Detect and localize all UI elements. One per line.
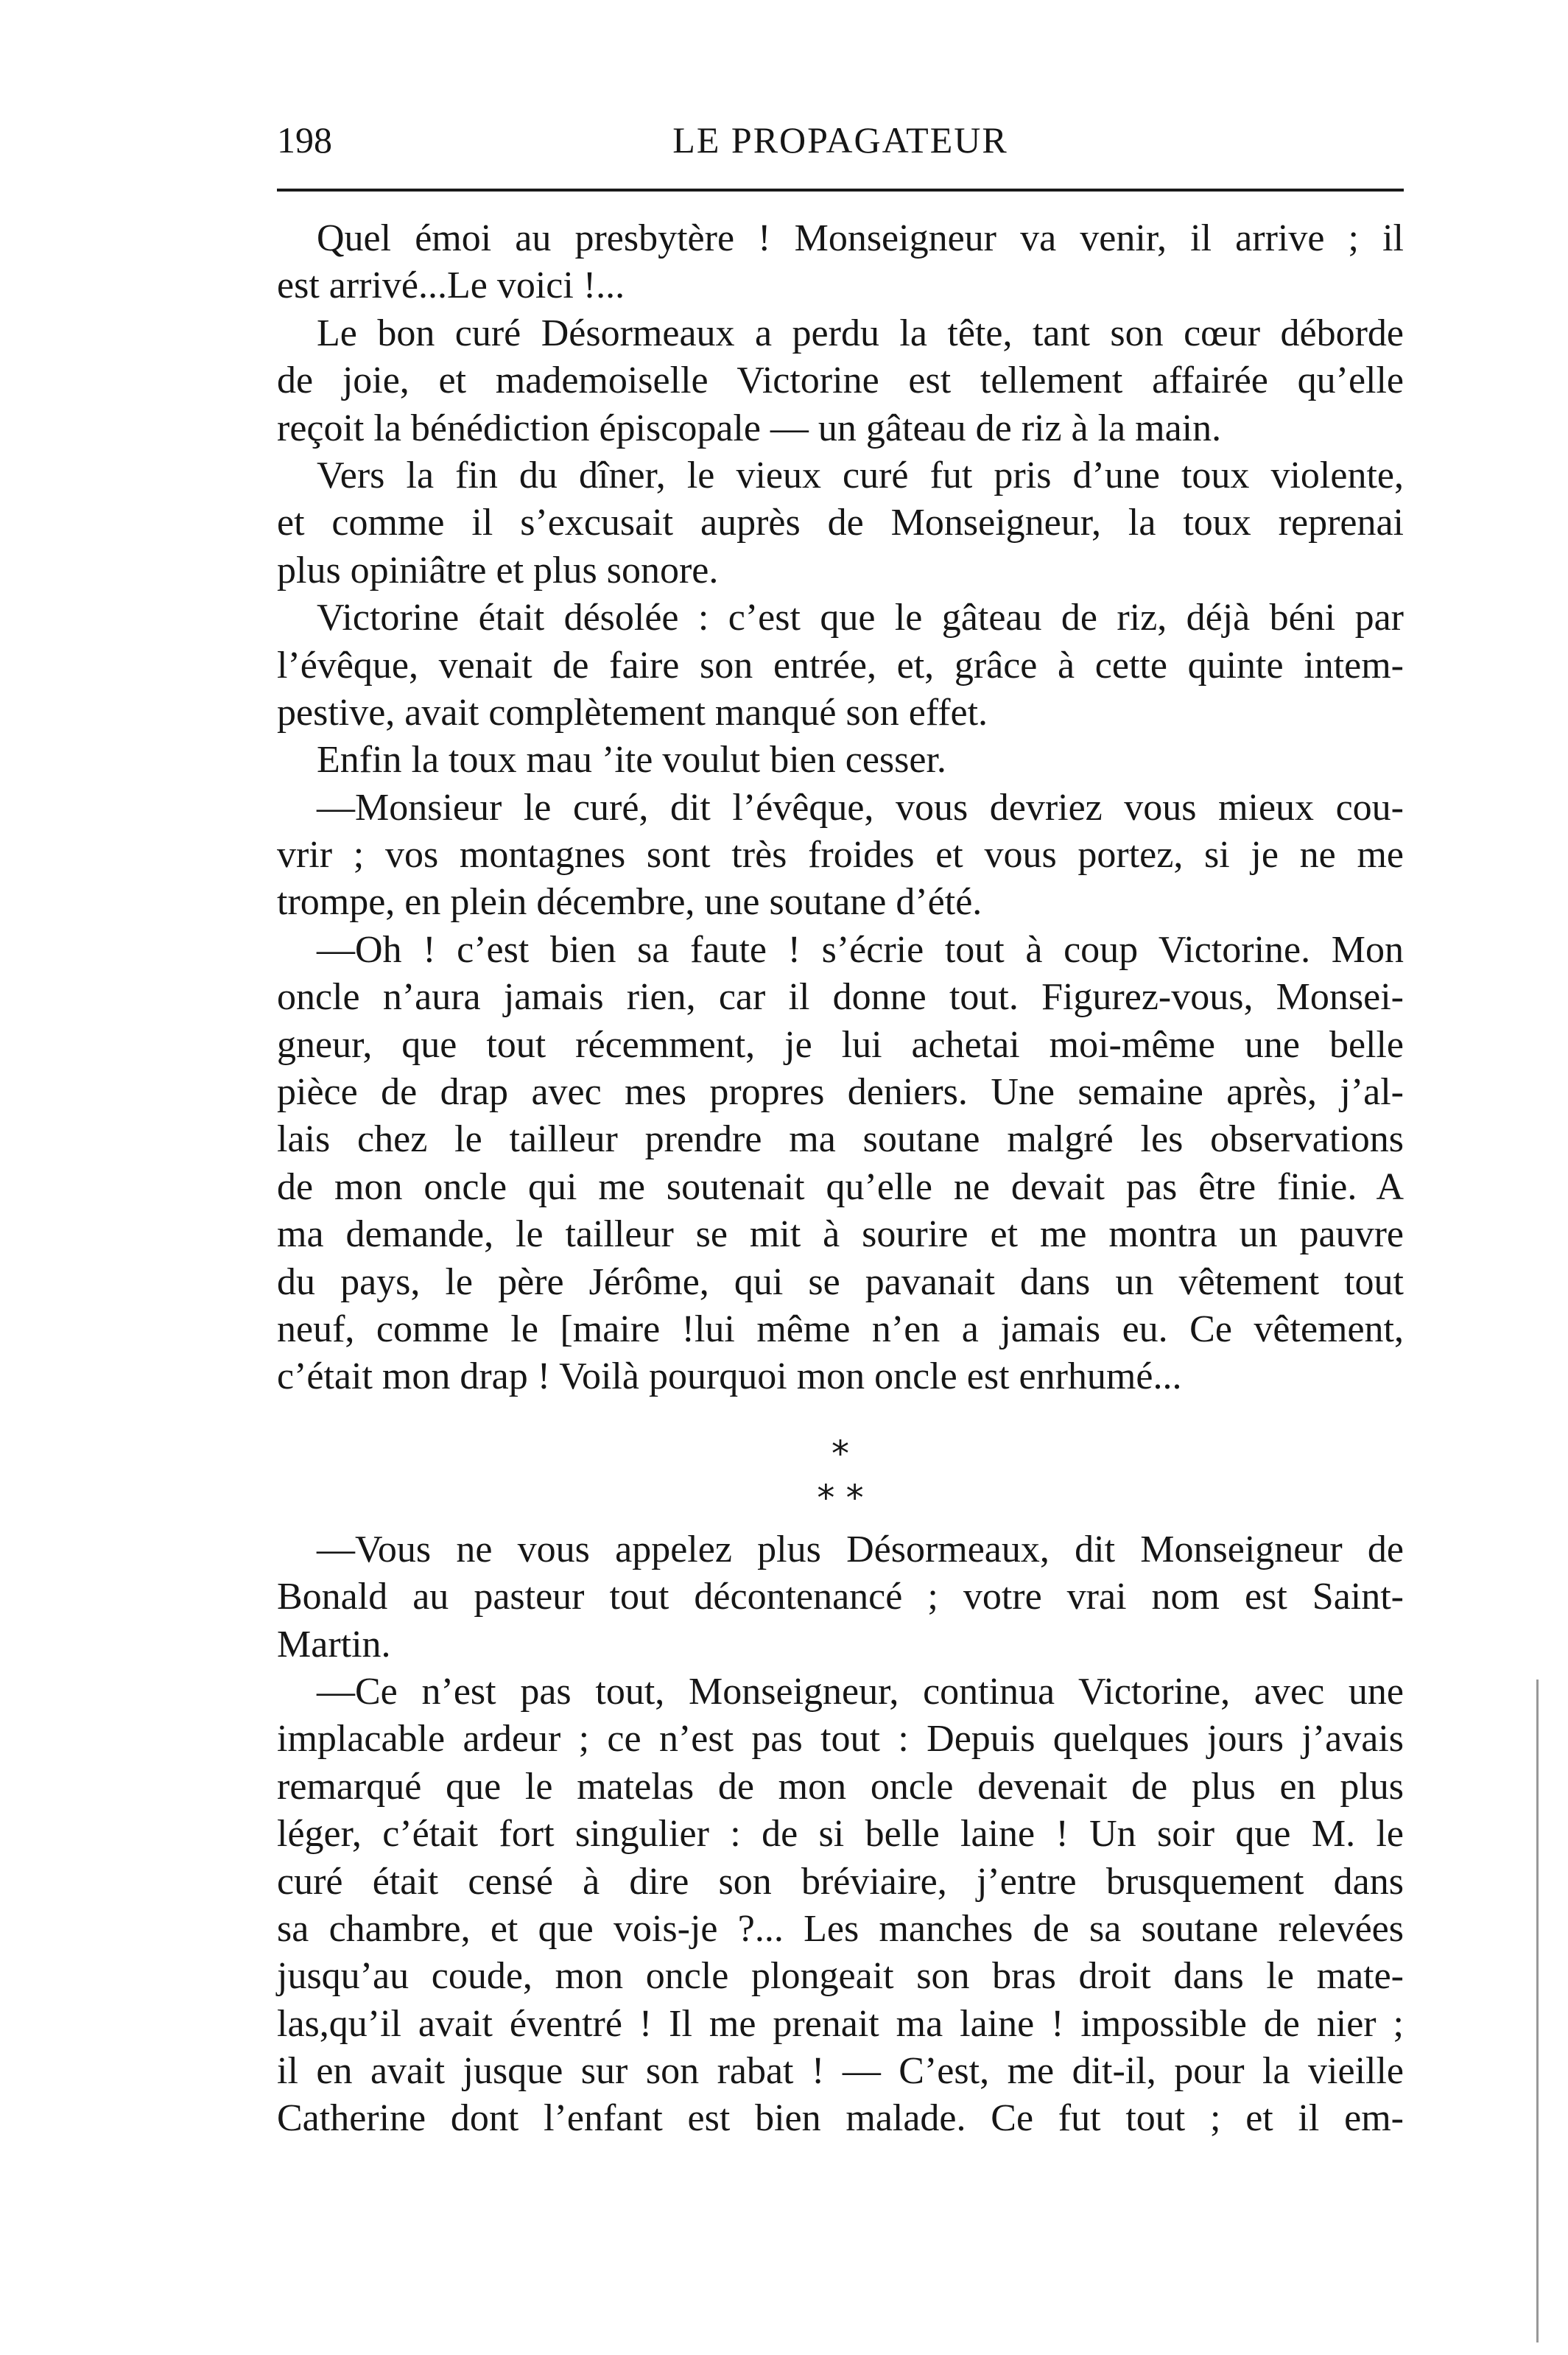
asterism-glyph: * * * <box>817 1433 864 1519</box>
text-line: oncle n’aura jamais rien, car il donne tout. Figurez-vous, Monsei- <box>277 976 1404 1019</box>
body-text <box>277 215 1404 2143</box>
text-line: Quel émoi au presbytère ! Monseigneur va venir, il arrive ; il <box>317 217 1404 259</box>
binding-edge <box>1536 1680 1541 2342</box>
text-line: —Monsieur le curé, dit l’évêque, vous devriez vous mieux cou- <box>317 786 1404 829</box>
text-line: Enfin la toux mau ’ite voulut bien cesser. <box>317 739 946 782</box>
text-line: Catherine dont l’enfant est bien malade. Ce fut tout ; et il em- <box>277 2097 1404 2140</box>
page-number: 198 <box>277 119 332 161</box>
text-line: las,qu’il avait éventré ! Il me prenait ma laine ! impossible de nier ; <box>277 2002 1404 2045</box>
text-line: —Oh ! c’est bien sa faute ! s’écrie tout à coup Victorine. Mon <box>317 928 1404 971</box>
text-line: de joie, et mademoiselle Victorine est tellement affairée qu’elle <box>277 359 1404 402</box>
text-line: lais chez le tailleur prendre ma soutane malgré les observations <box>277 1118 1404 1161</box>
text-line: remarqué que le matelas de mon oncle devenait de plus en plus <box>277 1765 1404 1808</box>
text-line: neuf, comme le [maire !lui même n’en a jamais eu. Ce vêtement, <box>277 1308 1404 1350</box>
text-line: Le bon curé Désormeaux a perdu la tête, tant son cœur déborde <box>317 312 1404 354</box>
text-line: l’évêque, venait de faire son entrée, et, grâce à cette quinte intem- <box>277 644 1404 687</box>
text-line: gneur, que tout récemment, je lui achetai moi-même une belle <box>277 1023 1404 1066</box>
text-line: jusqu’au coude, mon oncle plongeait son bras droit dans le mate- <box>277 1955 1404 1998</box>
text-line: curé était censé à dire son bréviaire, j’entre brusquement dans <box>277 1860 1404 1903</box>
text-line: —Ce n’est pas tout, Monseigneur, continua Victorine, avec une <box>317 1670 1404 1713</box>
text-line: du pays, le père Jérôme, qui se pavanait dans un vêtement tout <box>277 1260 1404 1303</box>
text-line: sa chambre, et que vois-je ?... Les manches de sa soutane relevées <box>277 1907 1404 1950</box>
page-header <box>277 110 1404 169</box>
header-rule <box>277 189 1404 192</box>
text-line: vrir ; vos montagnes sont très froides et vous portez, si je ne me <box>277 834 1404 877</box>
text-line: pestive, avait complètement manqué son effet. <box>277 691 988 734</box>
text-line: il en avait jusque sur son rabat ! — C’est, me dit-il, pour la vieille <box>277 2050 1404 2093</box>
text-line: implacable ardeur ; ce n’est pas tout : Depuis quelques jours j’avais <box>277 1718 1404 1761</box>
asterism-separator <box>277 1401 1404 1526</box>
text-line: Vers la fin du dîner, le vieux curé fut pris d’une toux violente, <box>317 454 1404 496</box>
text-line: léger, c’était fort singulier : de si belle laine ! Un soir que M. le <box>277 1813 1404 1856</box>
text-line: plus opiniâtre et plus sonore. <box>277 549 719 592</box>
text-line: est arrivé...Le voici !... <box>277 264 625 307</box>
text-line: Bonald au pasteur tout décontenancé ; votre vrai nom est Saint- <box>277 1576 1404 1618</box>
text-line: reçoit la bénédiction épiscopale — un gâteau de riz à la main. <box>277 407 1222 449</box>
running-title: LE PROPAGATEUR <box>672 119 1008 161</box>
text-line: Victorine était désolée : c’est que le gâteau de riz, déjà béni par <box>317 597 1404 639</box>
text-line: pièce de drap avec mes propres deniers. Une semaine après, j’al- <box>277 1071 1404 1114</box>
text-line: Martin. <box>277 1623 391 1666</box>
text-line: ma demande, le tailleur se mit à sourire et me montra un pauvre <box>277 1213 1404 1256</box>
text-line: de mon oncle qui me soutenait qu’elle ne devait pas être finie. A <box>277 1165 1404 1208</box>
text-line: et comme il s’excusait auprès de Monseigneur, la toux reprenai <box>277 502 1404 544</box>
text-line: —Vous ne vous appelez plus Désormeaux, dit Monseigneur de <box>317 1528 1404 1570</box>
text-line: trompe, en plein décembre, une soutane d’été. <box>277 881 982 924</box>
text-line: c’était mon drap ! Voilà pourquoi mon oncle est enrhumé... <box>277 1355 1182 1398</box>
